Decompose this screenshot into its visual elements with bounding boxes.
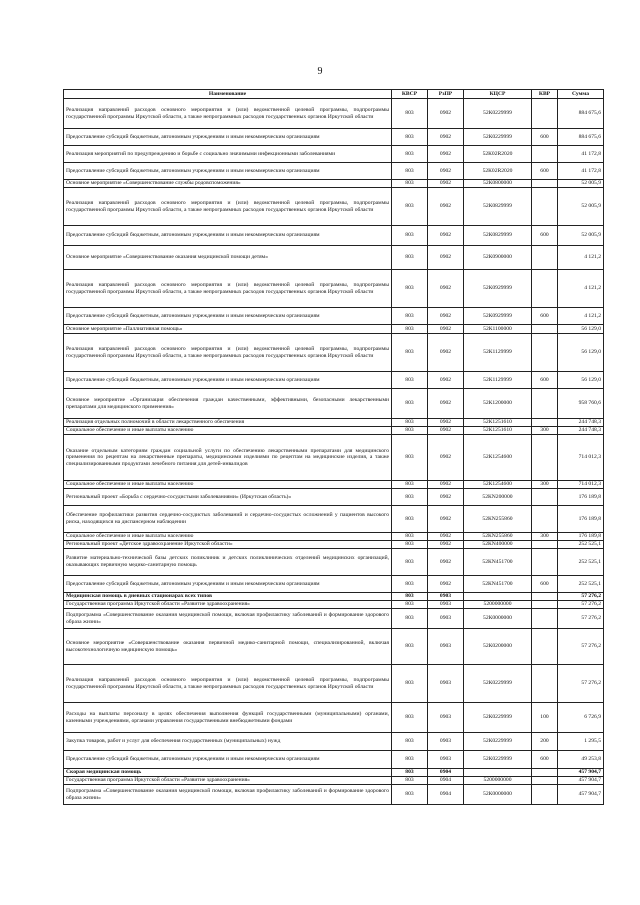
table-row — [64, 163, 604, 180]
cell-kvsr: 803 — [392, 246, 428, 270]
cell-name: Основное мероприятие «Совершенствование оказания первичной медико-санитарной помощи, специализированной, включая высокотехнологичную медицинскую помощь» — [64, 629, 392, 665]
cell-kcsr: 52КN200000 — [464, 489, 532, 506]
cell-rzpr: 0903 — [428, 751, 464, 769]
cell-kvr: 600 — [532, 372, 558, 389]
table-row — [64, 576, 604, 593]
cell-kvsr: 803 — [392, 733, 428, 751]
cell-rzpr: 0902 — [428, 129, 464, 146]
cell-kcsr: 5200000000 — [464, 777, 532, 785]
table-row — [64, 733, 604, 751]
cell-sum: 884 675,6 — [558, 129, 604, 146]
table-row — [64, 629, 604, 665]
cell-kcsr — [464, 769, 532, 777]
page-number: 9 — [317, 66, 323, 77]
cell-name: Региональный проект «Борьба с сердечно-сосудистыми заболеваниями» (Иркутская область)» — [64, 489, 392, 506]
cell-kvr — [532, 541, 558, 549]
cell-kvsr: 803 — [392, 180, 428, 188]
cell-kvsr: 803 — [392, 489, 428, 506]
table-row — [64, 389, 604, 419]
cell-kvsr: 803 — [392, 226, 428, 246]
cell-sum: 958 760,6 — [558, 389, 604, 419]
table-row — [64, 785, 604, 805]
cell-kcsr: 52КN451700 — [464, 549, 532, 576]
cell-sum: 176 189,8 — [558, 506, 604, 533]
cell-rzpr: 0903 — [428, 733, 464, 751]
cell-kcsr: 52КN255860 — [464, 506, 532, 533]
cell-name: Реализация мероприятий по предупреждению и борьбе с социально значимыми инфекционными заболеваниями — [64, 146, 392, 163]
cell-kvsr: 803 — [392, 609, 428, 629]
col-header-sum: Сумма — [558, 90, 604, 99]
cell-name: Основное мероприятие «Организация обеспечения граждан качественными, эффективными, безопасными лекарственными препаратами для медицинского применения» — [64, 389, 392, 419]
cell-kcsr: 52К1129999 — [464, 372, 532, 389]
table-row — [64, 777, 604, 785]
cell-sum: 457 904,7 — [558, 769, 604, 777]
table-row — [64, 533, 604, 541]
cell-kvr — [532, 334, 558, 372]
table-row — [64, 601, 604, 609]
cell-rzpr: 0902 — [428, 481, 464, 489]
cell-name: Подпрограмма «Совершенствование оказания медицинской помощи, включая профилактику заболеваний и формирование здорового образа жизни» — [64, 609, 392, 629]
table-row — [64, 325, 604, 334]
cell-kvr — [532, 188, 558, 226]
cell-kvsr: 803 — [392, 665, 428, 703]
table-row — [64, 593, 604, 601]
cell-sum: 884 675,6 — [558, 99, 604, 129]
cell-kvsr: 803 — [392, 506, 428, 533]
cell-kvr: 600 — [532, 576, 558, 593]
cell-name: Предоставление субсидий бюджетным, автономным учреждениям и иным некоммерческим организациям — [64, 372, 392, 389]
cell-sum: 4 121,2 — [558, 270, 604, 308]
cell-kcsr: 52К0929999 — [464, 308, 532, 325]
cell-rzpr: 0902 — [428, 427, 464, 435]
cell-kvsr: 803 — [392, 270, 428, 308]
cell-rzpr: 0902 — [428, 180, 464, 188]
cell-kcsr: 52КN400000 — [464, 541, 532, 549]
cell-kvr — [532, 629, 558, 665]
cell-kvr — [532, 99, 558, 129]
cell-sum: 176 189,8 — [558, 533, 604, 541]
cell-kvr: 100 — [532, 703, 558, 733]
cell-sum: 56 129,0 — [558, 325, 604, 334]
cell-kcsr: 52К1254600 — [464, 481, 532, 489]
cell-kvsr: 803 — [392, 325, 428, 334]
table-row — [64, 270, 604, 308]
cell-kvr — [532, 419, 558, 427]
table-row — [64, 769, 604, 777]
cell-kcsr: 52К0229999 — [464, 703, 532, 733]
cell-kvr — [532, 769, 558, 777]
table-row — [64, 188, 604, 226]
cell-kcsr: 52К02R2020 — [464, 163, 532, 180]
cell-name: Региональный проект «Детское здравоохранение Иркутской области» — [64, 541, 392, 549]
cell-kvr — [532, 549, 558, 576]
cell-kcsr: 52К0229999 — [464, 733, 532, 751]
cell-sum: 52 005,9 — [558, 226, 604, 246]
table-row — [64, 129, 604, 146]
cell-sum: 57 276,2 — [558, 609, 604, 629]
cell-name: Подпрограмма «Совершенствование оказания медицинской помощи, включая профилактику заболеваний и формирование здорового образа жизни» — [64, 785, 392, 805]
cell-rzpr: 0902 — [428, 435, 464, 481]
cell-name: Реализация направлений расходов основного мероприятия и (или) ведомственной целевой программы, подпрограммы государственной программы Иркутской области, а также непрограммных расходов государственных органов Иркутской области — [64, 188, 392, 226]
cell-name: Предоставление субсидий бюджетным, автономным учреждениям и иным некоммерческим организациям — [64, 163, 392, 180]
cell-kvr: 600 — [532, 129, 558, 146]
cell-kcsr: 52К1254600 — [464, 435, 532, 481]
cell-kcsr — [464, 593, 532, 601]
budget-table — [63, 89, 604, 805]
table-header — [64, 90, 604, 99]
cell-rzpr: 0903 — [428, 703, 464, 733]
cell-kvsr: 803 — [392, 601, 428, 609]
cell-kcsr: 52К0929999 — [464, 270, 532, 308]
cell-kcsr: 52К0900000 — [464, 246, 532, 270]
col-header-kvsr: КВСР — [392, 90, 428, 99]
cell-kcsr: 52К1129999 — [464, 334, 532, 372]
cell-rzpr: 0902 — [428, 99, 464, 129]
cell-kvsr: 803 — [392, 703, 428, 733]
cell-kvsr: 803 — [392, 629, 428, 665]
cell-kcsr: 52К02R2020 — [464, 146, 532, 163]
cell-sum: 1 295,5 — [558, 733, 604, 751]
header-row — [64, 90, 604, 99]
cell-name: Предоставление субсидий бюджетным, автономным учреждениям и иным некоммерческим организациям — [64, 576, 392, 593]
cell-kvr: 300 — [532, 481, 558, 489]
cell-sum: 252 525,1 — [558, 541, 604, 549]
table-row — [64, 609, 604, 629]
cell-kvsr: 803 — [392, 419, 428, 427]
table-row — [64, 541, 604, 549]
table-row — [64, 308, 604, 325]
cell-kvsr: 803 — [392, 188, 428, 226]
cell-rzpr: 0904 — [428, 777, 464, 785]
cell-name: Скорая медицинская помощь — [64, 769, 392, 777]
cell-kvsr: 803 — [392, 481, 428, 489]
table-row — [64, 334, 604, 372]
cell-sum: 4 121,2 — [558, 246, 604, 270]
cell-kvr: 600 — [532, 226, 558, 246]
cell-rzpr: 0902 — [428, 226, 464, 246]
cell-kcsr: 52К0229999 — [464, 129, 532, 146]
cell-kcsr: 52К0000000 — [464, 785, 532, 805]
cell-kcsr: 52К0829999 — [464, 226, 532, 246]
cell-rzpr: 0903 — [428, 609, 464, 629]
cell-kcsr: 52К0229999 — [464, 751, 532, 769]
cell-kvsr: 803 — [392, 769, 428, 777]
table-row — [64, 419, 604, 427]
cell-kvsr: 803 — [392, 146, 428, 163]
cell-name: Реализация отдельных полномочий в области лекарственного обеспечения — [64, 419, 392, 427]
cell-name: Социальное обеспечение и иные выплаты населению — [64, 481, 392, 489]
cell-kvr — [532, 665, 558, 703]
table-body — [64, 99, 604, 805]
cell-rzpr: 0902 — [428, 325, 464, 334]
cell-name: Социальное обеспечение и иные выплаты населению — [64, 533, 392, 541]
cell-kvr — [532, 389, 558, 419]
cell-rzpr: 0903 — [428, 665, 464, 703]
cell-kcsr: 52К0229999 — [464, 99, 532, 129]
cell-rzpr: 0903 — [428, 629, 464, 665]
cell-kvsr: 803 — [392, 593, 428, 601]
cell-kvr — [532, 180, 558, 188]
cell-sum: 57 276,2 — [558, 629, 604, 665]
cell-kvsr: 803 — [392, 785, 428, 805]
col-header-rzpr: РзПР — [428, 90, 464, 99]
cell-kvsr: 803 — [392, 533, 428, 541]
cell-kvr — [532, 593, 558, 601]
table-row — [64, 703, 604, 733]
cell-kvsr: 803 — [392, 549, 428, 576]
cell-rzpr: 0904 — [428, 785, 464, 805]
cell-sum: 57 276,2 — [558, 593, 604, 601]
cell-rzpr: 0902 — [428, 246, 464, 270]
cell-sum: 244 748,3 — [558, 427, 604, 435]
cell-kvsr: 803 — [392, 427, 428, 435]
cell-kvr: 600 — [532, 163, 558, 180]
cell-rzpr: 0904 — [428, 769, 464, 777]
cell-kvr: 200 — [532, 733, 558, 751]
cell-kvsr: 803 — [392, 99, 428, 129]
cell-name: Реализация направлений расходов основного мероприятия и (или) ведомственной целевой программы, подпрограммы государственной программы Иркутской области, а также непрограммных расходов государственных органов Иркутской области — [64, 665, 392, 703]
cell-rzpr: 0902 — [428, 188, 464, 226]
cell-kcsr: 52К1200000 — [464, 389, 532, 419]
cell-rzpr: 0902 — [428, 308, 464, 325]
cell-kvr — [532, 489, 558, 506]
table-row — [64, 246, 604, 270]
cell-sum: 457 904,7 — [558, 777, 604, 785]
cell-name: Социальное обеспечение и иные выплаты населению — [64, 427, 392, 435]
cell-sum: 49 253,8 — [558, 751, 604, 769]
cell-kcsr: 52К0800000 — [464, 180, 532, 188]
cell-kcsr: 52К0829999 — [464, 188, 532, 226]
cell-kvsr: 803 — [392, 389, 428, 419]
cell-kcsr: 52К1100000 — [464, 325, 532, 334]
cell-name: Развитие материально-технической базы детских поликлиник и детских поликлинических отделений медицинских организаций, оказывающих первичную медико-санитарную помощь — [64, 549, 392, 576]
cell-rzpr: 0902 — [428, 506, 464, 533]
cell-kvr — [532, 609, 558, 629]
cell-kcsr: 52К0229999 — [464, 665, 532, 703]
col-header-name: Наименование — [64, 90, 392, 99]
cell-sum: 52 005,9 — [558, 180, 604, 188]
cell-name: Оказание отдельным категориям граждан социальной услуги по обеспечению лекарственными препаратами для медицинского применения по рецептам на лекарственные препараты, медицинскими изделиями по рецептам на медицинские изделия, а также специализированными продуктами лечебного питания для детей-инвалидов — [64, 435, 392, 481]
cell-rzpr: 0902 — [428, 270, 464, 308]
col-header-kvr: КВР — [532, 90, 558, 99]
cell-name: Реализация направлений расходов основного мероприятия и (или) ведомственной целевой программы, подпрограммы государственной программы Иркутской области, а также непрограммных расходов государственных органов Иркутской области — [64, 99, 392, 129]
cell-sum: 714 012,3 — [558, 481, 604, 489]
cell-sum: 57 276,2 — [558, 665, 604, 703]
cell-kvr — [532, 246, 558, 270]
cell-sum: 56 129,0 — [558, 334, 604, 372]
cell-rzpr: 0902 — [428, 163, 464, 180]
cell-sum: 57 276,2 — [558, 601, 604, 609]
table-row — [64, 665, 604, 703]
cell-kvsr: 803 — [392, 751, 428, 769]
cell-name: Закупка товаров, работ и услуг для обеспечения государственных (муниципальных) нужд — [64, 733, 392, 751]
cell-kvsr: 803 — [392, 777, 428, 785]
cell-kvsr: 803 — [392, 129, 428, 146]
cell-kvsr: 803 — [392, 372, 428, 389]
cell-name: Расходы на выплаты персоналу в целях обеспечения выполнения функций государственными (муниципальными) органами, казенными учреждениями, органами управления государственными внебюджетными фондами — [64, 703, 392, 733]
cell-kvr: 300 — [532, 427, 558, 435]
cell-kvr — [532, 777, 558, 785]
cell-sum: 6 726,9 — [558, 703, 604, 733]
cell-kcsr: 52К1251610 — [464, 419, 532, 427]
cell-kvr — [532, 325, 558, 334]
cell-kvr — [532, 601, 558, 609]
cell-name: Основное мероприятие «Совершенствование службы родовспоможения» — [64, 180, 392, 188]
cell-rzpr: 0902 — [428, 549, 464, 576]
table-row — [64, 427, 604, 435]
cell-rzpr: 0903 — [428, 593, 464, 601]
col-header-kcsr: КЦСР — [464, 90, 532, 99]
cell-name: Предоставление субсидий бюджетным, автономным учреждениям и иным некоммерческим организациям — [64, 226, 392, 246]
cell-sum: 41 172,8 — [558, 146, 604, 163]
table-row — [64, 226, 604, 246]
cell-kvr — [532, 785, 558, 805]
cell-sum: 252 525,1 — [558, 576, 604, 593]
cell-kvr — [532, 146, 558, 163]
cell-kcsr: 52К1251610 — [464, 427, 532, 435]
cell-kcsr: 52К0200000 — [464, 629, 532, 665]
cell-rzpr: 0902 — [428, 576, 464, 593]
cell-sum: 244 748,3 — [558, 419, 604, 427]
cell-rzpr: 0902 — [428, 419, 464, 427]
cell-kvsr: 803 — [392, 541, 428, 549]
cell-name: Основное мероприятие «Паллиативная помощь» — [64, 325, 392, 334]
cell-name: Реализация направлений расходов основного мероприятия и (или) ведомственной целевой программы, подпрограммы государственной программы Иркутской области, а также непрограммных расходов государственных органов Иркутской области — [64, 270, 392, 308]
cell-name: Предоставление субсидий бюджетным, автономным учреждениям и иным некоммерческим организациям — [64, 308, 392, 325]
cell-kvr: 600 — [532, 751, 558, 769]
table-row — [64, 372, 604, 389]
cell-name: Государственная программа Иркутской области «Развитие здравоохранения» — [64, 601, 392, 609]
cell-sum: 56 129,0 — [558, 372, 604, 389]
cell-kvsr: 803 — [392, 576, 428, 593]
cell-kcsr: 5200000000 — [464, 601, 532, 609]
cell-kvr — [532, 435, 558, 481]
cell-name: Реализация направлений расходов основного мероприятия и (или) ведомственной целевой программы, подпрограммы государственной программы Иркутской области, а также непрограммных расходов государственных органов Иркутской области — [64, 334, 392, 372]
cell-sum: 252 525,1 — [558, 549, 604, 576]
cell-rzpr: 0902 — [428, 146, 464, 163]
cell-kvsr: 803 — [392, 163, 428, 180]
cell-rzpr: 0902 — [428, 533, 464, 541]
table-row — [64, 489, 604, 506]
cell-name: Обеспечение профилактики развития сердечно-сосудистых заболеваний и сердечно-сосудистых осложнений у пациентов высокого риска, находящихся на диспансерном наблюдении — [64, 506, 392, 533]
cell-sum: 714 012,3 — [558, 435, 604, 481]
cell-sum: 176 189,8 — [558, 489, 604, 506]
cell-kvsr: 803 — [392, 435, 428, 481]
cell-rzpr: 0902 — [428, 489, 464, 506]
table-row — [64, 99, 604, 129]
cell-sum: 4 121,2 — [558, 308, 604, 325]
table-row — [64, 549, 604, 576]
cell-kvr — [532, 506, 558, 533]
cell-name: Предоставление субсидий бюджетным, автономным учреждениям и иным некоммерческим организациям — [64, 129, 392, 146]
cell-kvsr: 803 — [392, 334, 428, 372]
table-row — [64, 506, 604, 533]
cell-kcsr: 52КN255860 — [464, 533, 532, 541]
cell-rzpr: 0902 — [428, 372, 464, 389]
cell-sum: 52 005,9 — [558, 188, 604, 226]
cell-rzpr: 0902 — [428, 334, 464, 372]
cell-kcsr: 52К0000000 — [464, 609, 532, 629]
table-row — [64, 481, 604, 489]
cell-kvr — [532, 270, 558, 308]
cell-kcsr: 52КN451700 — [464, 576, 532, 593]
cell-name: Государственная программа Иркутской области «Развитие здравоохранения» — [64, 777, 392, 785]
cell-kvsr: 803 — [392, 308, 428, 325]
cell-sum: 457 904,7 — [558, 785, 604, 805]
cell-name: Медицинская помощь в дневных стационарах всех типов — [64, 593, 392, 601]
cell-rzpr: 0902 — [428, 389, 464, 419]
table-row — [64, 751, 604, 769]
table-row — [64, 435, 604, 481]
table-row — [64, 180, 604, 188]
cell-sum: 41 172,8 — [558, 163, 604, 180]
cell-name: Предоставление субсидий бюджетным, автономным учреждениям и иным некоммерческим организациям — [64, 751, 392, 769]
cell-kvr: 600 — [532, 308, 558, 325]
table-row — [64, 146, 604, 163]
cell-rzpr: 0902 — [428, 541, 464, 549]
cell-kvr: 300 — [532, 533, 558, 541]
cell-rzpr: 0903 — [428, 601, 464, 609]
cell-name: Основное мероприятие «Совершенствование оказания медицинской помощи детям» — [64, 246, 392, 270]
